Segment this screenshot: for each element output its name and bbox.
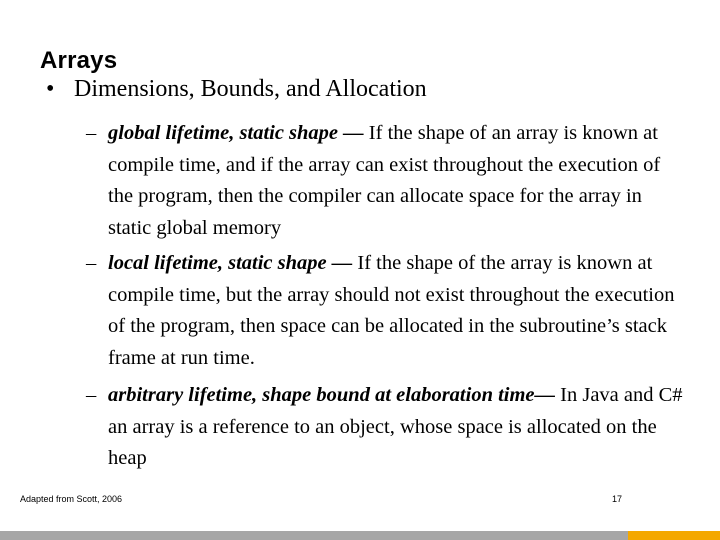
footer-bar [0,531,720,540]
slide-title: Arrays [40,47,118,74]
sub-marker: – [86,252,97,274]
page-number: 17 [612,494,623,504]
sub-item-arbitrary [86,380,686,475]
sub-item-term: global lifetime, static shape — [108,122,364,144]
sub-marker: – [86,384,97,406]
sub-item-global [86,118,686,244]
sub-item-text: If the shape of the array is known at compile time, but the array should not exist throughout the execution of the program, then space can be allocated in the subroutine’s stack frame at run time. [108,252,675,369]
main-bullet [46,76,427,103]
footer-credit: Adapted from Scott, 2006 [20,494,123,504]
sub-item-term: local lifetime, static shape — [108,252,353,274]
sub-item-text: In Java and C# an array is a reference to an object, whose space is allocated on the heap [108,384,683,469]
bullet-marker: • [46,76,55,102]
footer-accent-bar [628,531,720,540]
sub-marker: – [86,122,97,144]
sub-item-text: If the shape of an array is known at compile time, and if the array can exist throughout the execution of the program, then the compiler can allocate space for the array in static global memory [108,122,661,239]
sub-item-term: arbitrary lifetime, shape bound at elaboration time— [108,384,556,406]
sub-item-local [86,248,686,374]
bullet-text: Dimensions, Bounds, and Allocation [74,76,427,102]
